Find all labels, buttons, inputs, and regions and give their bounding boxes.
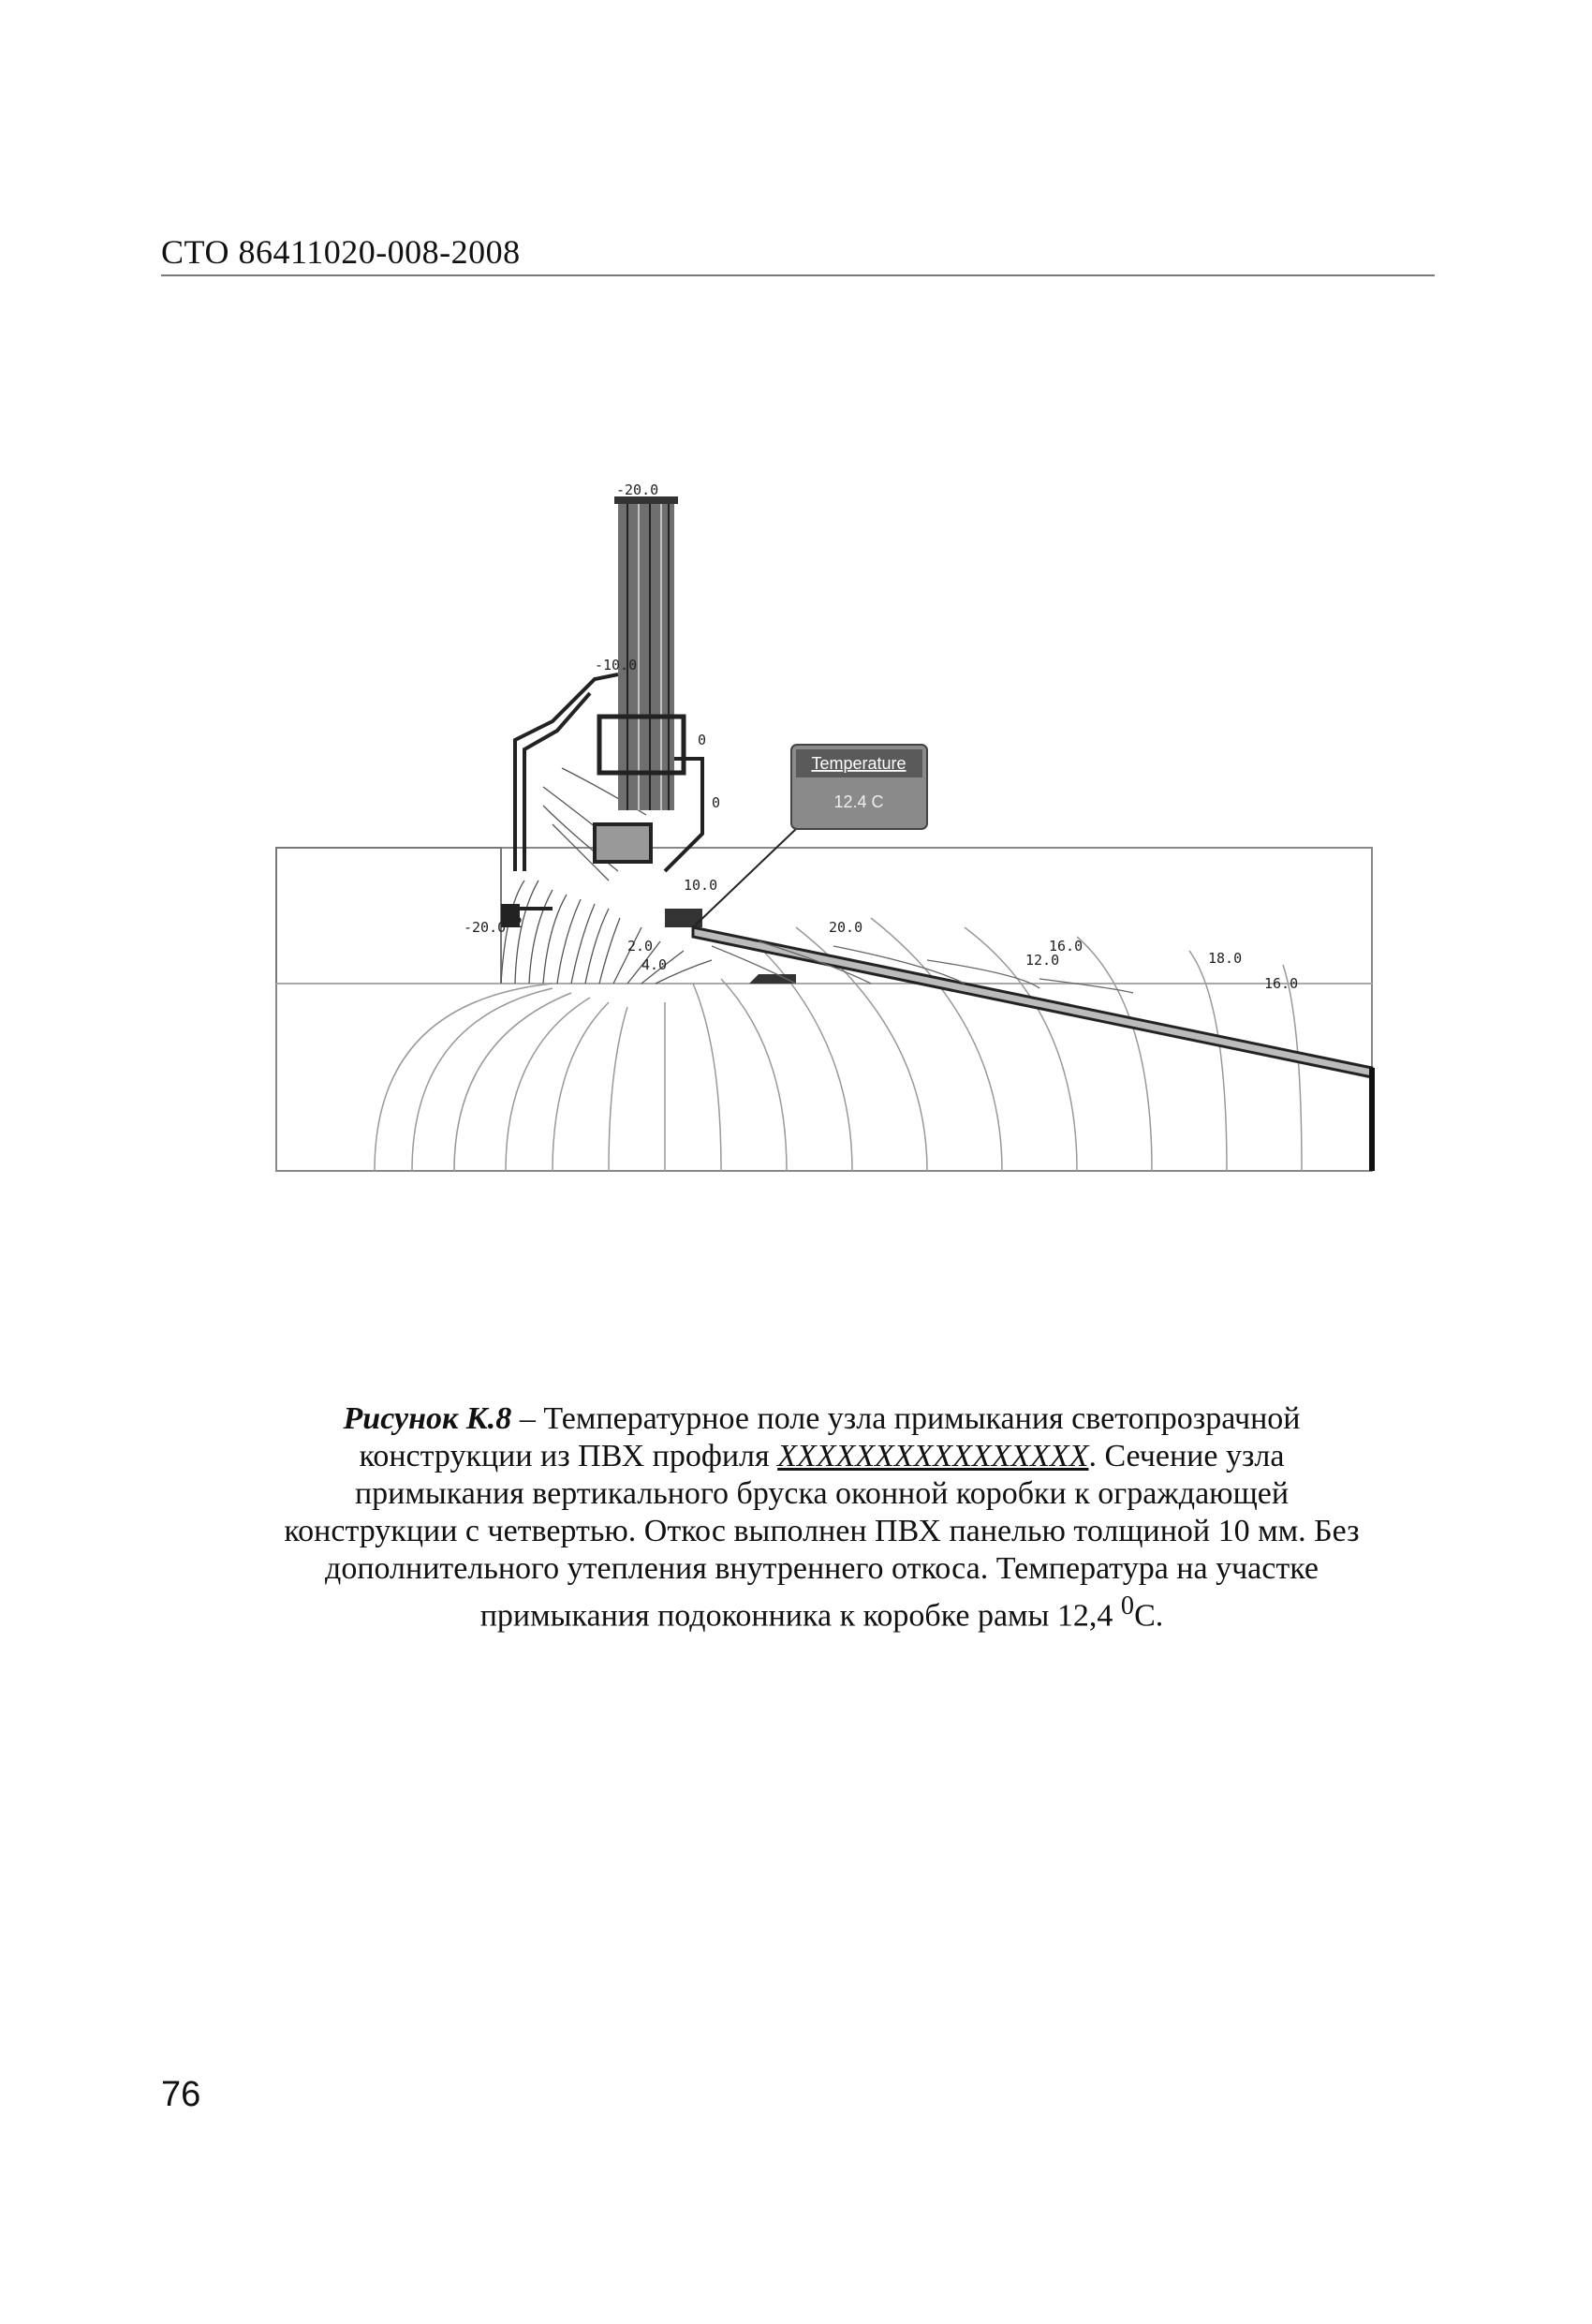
drip-profile bbox=[749, 974, 796, 984]
temperature-field-figure bbox=[272, 478, 1395, 1321]
tooltip-title: Temperature bbox=[811, 754, 907, 773]
page-number: 76 bbox=[161, 2075, 201, 2114]
degree-sign: 0 bbox=[1120, 1591, 1135, 1621]
iso-label: 18.0 bbox=[1208, 950, 1243, 967]
glass-unit bbox=[614, 496, 678, 810]
iso-label: 0 bbox=[712, 794, 721, 811]
iso-label: 0 bbox=[698, 732, 707, 748]
figure-caption bbox=[281, 1400, 1363, 1635]
iso-label: 16.0 bbox=[1049, 938, 1083, 955]
caption-text-2: . Сечение узла примыкания вертикального бруска оконной коробки к ограждающей конструкции с четвертью. Откос выполнен ПВХ панелью толщиной 10 мм. Без дополнительного утепления внутреннего откоса. Температура на участке примыкания подоконника к коробке рамы 12,4 bbox=[284, 1439, 1360, 1634]
caption-unit: С. bbox=[1134, 1598, 1164, 1634]
header-rule bbox=[161, 274, 1435, 276]
iso-label: 16.0 bbox=[1264, 975, 1299, 992]
temperature-tooltip bbox=[791, 745, 927, 829]
caption-label: Рисунок К.8 bbox=[343, 1401, 512, 1436]
iso-label: 20.0 bbox=[829, 919, 863, 936]
caption-text-1: Температурное поле узла примыкания светопрозрачной конструкции из ПВХ профиля bbox=[359, 1401, 1301, 1473]
iso-label: 2.0 bbox=[627, 938, 654, 955]
profile-placeholder: XXXXXXXXXXXXXXXX bbox=[777, 1439, 1089, 1473]
isotherm-labels bbox=[464, 481, 1298, 992]
iso-label: -20.0 bbox=[464, 919, 507, 936]
tooltip-value: 12.4 C bbox=[833, 792, 884, 811]
iso-label: -10.0 bbox=[595, 657, 638, 674]
node-isotherms bbox=[501, 768, 712, 984]
caption-dash: – bbox=[511, 1401, 544, 1436]
document-code: СТО 86411020-008-2008 bbox=[161, 233, 521, 271]
iso-label-top: -20.0 bbox=[616, 481, 659, 498]
iso-label: -2 bbox=[506, 914, 523, 931]
iso-label: 4.0 bbox=[641, 956, 668, 973]
iso-label: 10.0 bbox=[684, 877, 718, 894]
iso-label: 12.0 bbox=[1025, 952, 1060, 969]
wall-block bbox=[276, 848, 501, 984]
lower-isotherms bbox=[375, 918, 1302, 1171]
